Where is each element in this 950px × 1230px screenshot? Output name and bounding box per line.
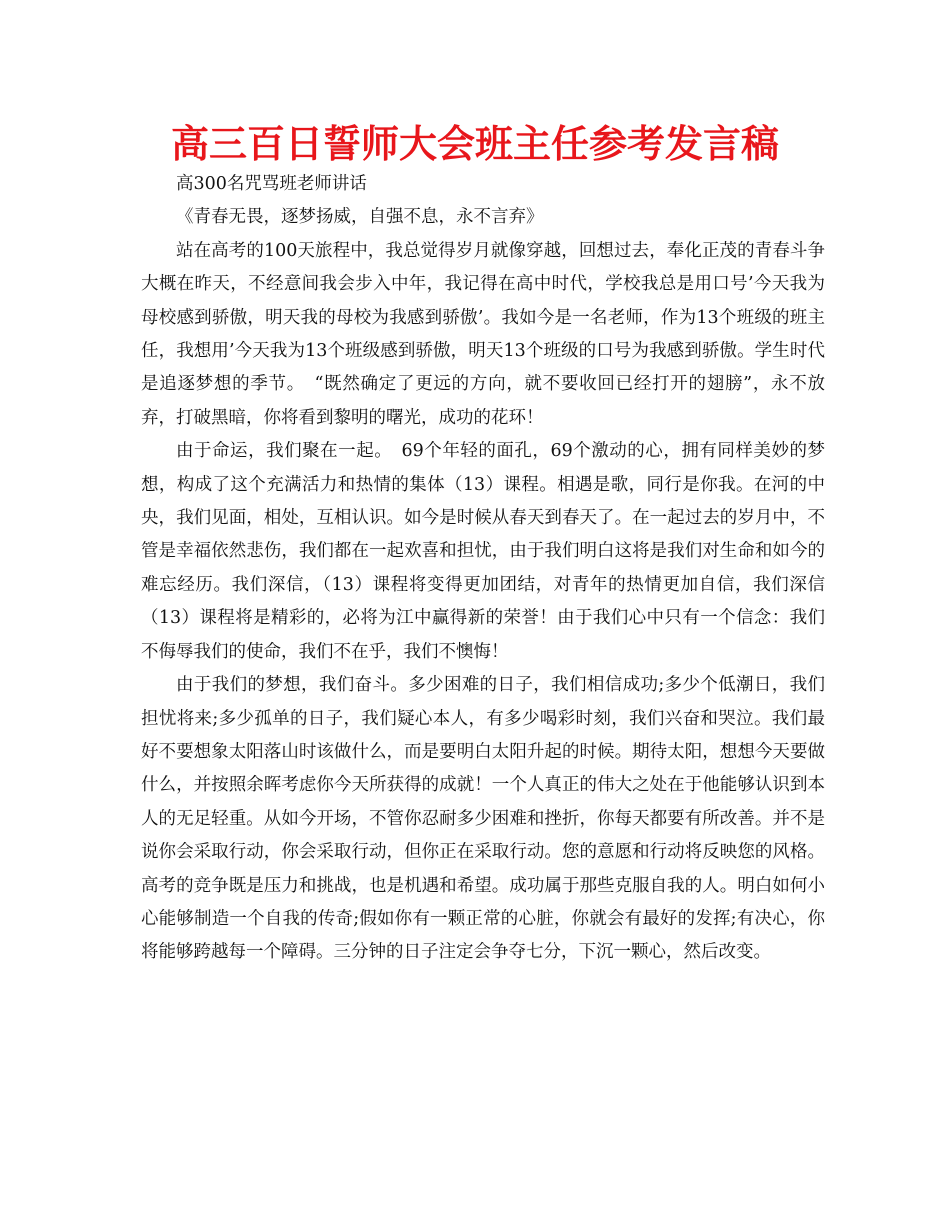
body-paragraph-2: 由于命运，我们聚在一起。 69个年轻的面孔，69个激动的心，拥有同样美妙的梦想，构成了这个充满活力和热情的集体（13）课程。相遇是歌，同行是你我。在河的中央，我们见面，相处，互相认识。如今是时候从春天到春天了。在一起过去的岁月中，不管是幸福依然悲伤，我们都在一起欢喜和担忧，由于我们明白这将是我们对生命和如今的难忘经历。我们深信，（13）课程将变得更加团结，对青年的热情更加自信，我们深信（13）课程将是精彩的，必将为江中赢得新的荣誉！由于我们心中只有一个信念：我们不侮辱我们的使命，我们不在乎，我们不懊悔！ (141, 441, 825, 662)
document-title: 高三百日誓师大会班主任参考发言稿 (170, 122, 779, 166)
motto-line: 《青春无畏，逐梦扬威，自强不息，永不言弃》 (176, 207, 544, 228)
body-paragraph-1: 站在高考的100天旅程中，我总觉得岁月就像穿越，回想过去，奉化正茂的青春斗争大概在昨天，不经意间我会步入中年，我记得在高中时代，学校我总是用口号’今天我为母校感到骄傲，明天我的母校为我感到骄傲’。我如今是一名老师，作为13个班级的班主任，我想用’今天我为13个班级感到骄傲，明天13个班级的口号为我感到骄傲。学生时代是追逐梦想的季节。 “既然确定了更远的方向，就不要收回已经打开的翅膀”，永不放弃，打破黑暗，你将看到黎明的曙光，成功的花环！ (141, 240, 825, 428)
body-paragraph-3: 由于我们的梦想，我们奋斗。多少困难的日子，我们相信成功;多少个低潮日，我们担忧将来;多少孤单的日子，我们疑心本人，有多少喝彩时刻，我们兴奋和哭泣。我们最好不要想象太阳落山时该做什么，而是要明白太阳升起的时候。期待太阳，想想今天要做什么，并按照余晖考虑你今天所获得的成就！一个人真正的伟大之处在于他能够认识到本人的无足轻重。从如今开场，不管你忍耐多少困难和挫折，你每天都要有所改善。并不是说你会采取行动，你会采取行动，但你正在采取行动。您的意愿和行动将反映您的风格。高考的竞争既是压力和挑战，也是机遇和希望。成功属于那些克服自我的人。明白如何小心能够制造一个自我的传奇;假如你有一颗正常的心脏，你就会有最好的发挥;有决心，你将能够跨越每一个障碍。三分钟的日子注定会争夺七分，下沉一颗心，然后改变。 (141, 675, 825, 963)
document-body (141, 168, 825, 970)
subtitle-line: 高300名咒骂班老师讲话 (176, 174, 367, 194)
